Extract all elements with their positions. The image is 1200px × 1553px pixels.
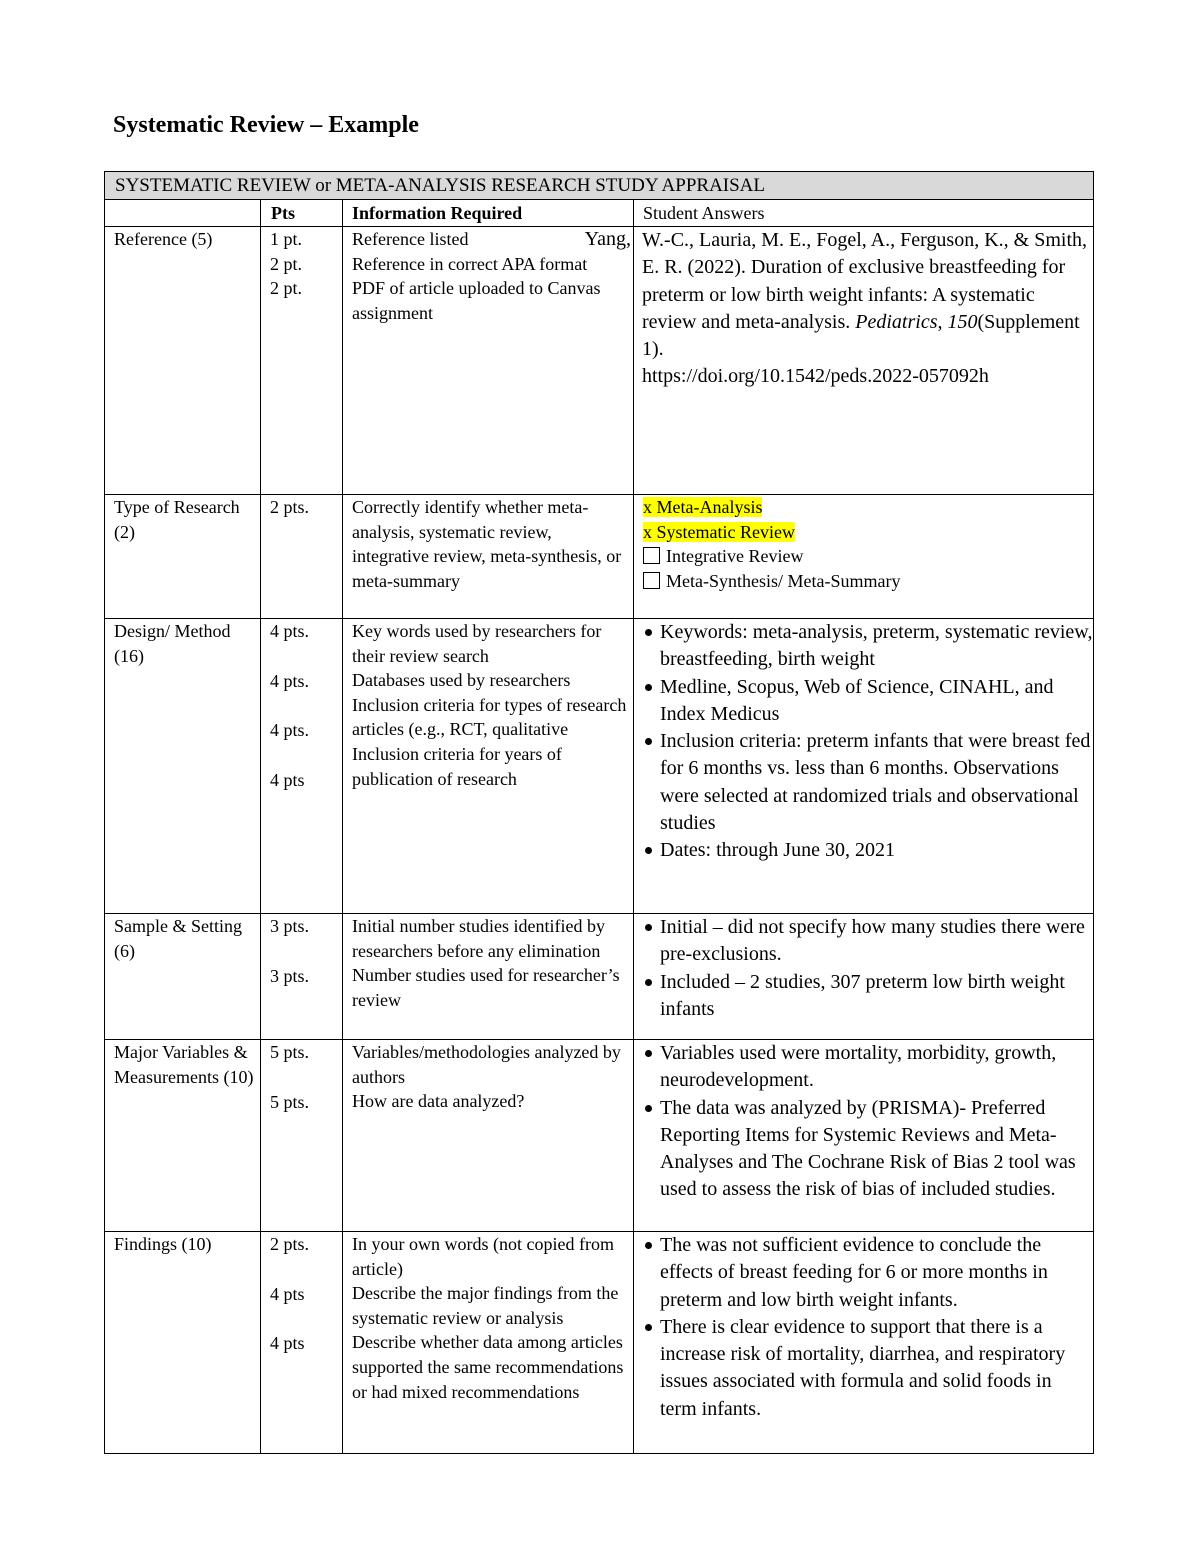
info-item: Correctly identify whether meta-analysis, systematic review, integrative review, meta-synthesis, or meta-summary bbox=[343, 495, 634, 619]
answer-cell: W.-C., Lauria, M. E., Fogel, A., Ferguson, K., & Smith, E. R. (2022). Duration of exclusive breastfeeding for preterm or low birth weight infants: A systematic review and meta-analysis. Pediatrics, 150(Supplement 1). https://doi.org/10.1542/peds.2022-057092h bbox=[634, 227, 1094, 495]
pts-value: 4 pts bbox=[270, 1333, 305, 1354]
pts-value: 5 pts. bbox=[270, 1091, 310, 1112]
pts-value: 2 pts. bbox=[261, 495, 343, 619]
info-cell bbox=[343, 227, 634, 495]
option-meta-analysis: x Meta-Analysis bbox=[643, 497, 763, 517]
pts-value: 4 pts. bbox=[270, 670, 310, 691]
reference-citation: W.-C., Lauria, M. E., Fogel, A., Ferguson, K., & Smith, E. R. (2022). Duration of exclusive breastfeeding for preterm or low birth weight infants: A systematic review and meta-analysis. bbox=[642, 229, 1087, 333]
pts-value: 4 pts bbox=[270, 1283, 305, 1304]
info-item: Reference listed bbox=[352, 229, 469, 249]
pts-value: 2 pts. bbox=[270, 1234, 310, 1254]
reference-volume: 150 bbox=[947, 310, 978, 333]
table-row-reference bbox=[105, 227, 1094, 495]
option-integrative-review: Integrative Review bbox=[666, 546, 804, 567]
info-item: Inclusion criteria for types of research articles (e.g., RCT, qualitative bbox=[352, 694, 627, 740]
list-item: Medline, Scopus, Web of Science, CINAHL, and Index Medicus bbox=[642, 674, 1093, 729]
answer-cell bbox=[634, 495, 1094, 619]
option-meta-synthesis: Meta-Synthesis/ Meta-Summary bbox=[666, 570, 901, 591]
answer-prefix: Yang, bbox=[584, 228, 631, 250]
row-label: Major Variables & Measurements (10) bbox=[105, 1040, 261, 1232]
list-item: Dates: through June 30, 2021 bbox=[642, 837, 1093, 864]
answer-cell bbox=[634, 619, 1094, 914]
row-label: Reference (5) bbox=[105, 227, 261, 495]
reference-journal: Pediatrics bbox=[855, 310, 938, 333]
info-cell bbox=[343, 914, 634, 1040]
pts-cell bbox=[261, 1232, 343, 1454]
info-item: PDF of article uploaded to Canvas assignment bbox=[352, 278, 601, 323]
header-empty bbox=[105, 200, 261, 227]
pts-cell bbox=[261, 227, 343, 495]
option-systematic-review: x Systematic Review bbox=[643, 521, 795, 542]
pts-value: 3 pts. bbox=[270, 916, 310, 936]
info-item: Reference in correct APA format bbox=[352, 253, 588, 274]
pts-value: 4 pts bbox=[270, 769, 305, 790]
pts-cell bbox=[261, 914, 343, 1040]
table-banner-row bbox=[105, 172, 1094, 200]
table-banner: SYSTEMATIC REVIEW or META-ANALYSIS RESEARCH STUDY APPRAISAL bbox=[105, 172, 1094, 200]
reference-supplement: (Supplement 1). bbox=[642, 310, 1080, 361]
header-info: Information Required bbox=[343, 200, 634, 227]
list-item: The data was analyzed by (PRISMA)- Preferred Reporting Items for Systemic Reviews and Meta- Analyses and The Cochrane Risk of Bias 2 tool was used to assess the risk of bias of included studies. bbox=[642, 1095, 1093, 1204]
pts-cell bbox=[261, 619, 343, 914]
table-row-findings bbox=[105, 1232, 1094, 1454]
pts-value: 2 pt. bbox=[270, 278, 303, 299]
table-row-design bbox=[105, 619, 1094, 914]
info-item: Number studies used for researcher’s review bbox=[352, 965, 620, 1010]
checkbox-icon[interactable] bbox=[643, 547, 660, 564]
page-title: Systematic Review – Example bbox=[113, 112, 419, 138]
info-item: In your own words (not copied from article) bbox=[352, 1234, 614, 1279]
list-item: Included – 2 studies, 307 preterm low birth weight infants bbox=[642, 969, 1093, 1024]
info-item: How are data analyzed? bbox=[352, 1091, 525, 1112]
info-cell bbox=[343, 1040, 634, 1232]
row-label: Findings (10) bbox=[105, 1232, 261, 1454]
appraisal-table bbox=[104, 171, 1094, 1454]
info-cell bbox=[343, 1232, 634, 1454]
pts-cell bbox=[261, 1040, 343, 1232]
list-item: Variables used were mortality, morbidity, growth, neurodevelopment. bbox=[642, 1040, 1093, 1095]
table-row-type bbox=[105, 495, 1094, 619]
list-item: Inclusion criteria: preterm infants that were breast fed for 6 months vs. less than 6 months. Observations were selected at randomized trials and observational studies bbox=[642, 728, 1093, 837]
pts-value: 5 pts. bbox=[270, 1042, 310, 1062]
row-label: Design/ Method (16) bbox=[105, 619, 261, 914]
list-item: The was not sufficient evidence to conclude the effects of breast feeding for 6 or more months in preterm and low birth weight infants. bbox=[642, 1232, 1093, 1314]
info-item: Variables/methodologies analyzed by authors bbox=[352, 1042, 621, 1087]
pts-value: 2 pt. bbox=[270, 253, 303, 274]
pts-value: 3 pts. bbox=[270, 965, 310, 986]
table-row-variables bbox=[105, 1040, 1094, 1232]
info-item: Databases used by researchers bbox=[352, 670, 571, 691]
info-item: Describe the major findings from the systematic review or analysis bbox=[352, 1283, 619, 1328]
info-item: Describe whether data among articles supported the same recommendations or had mixed recommendations bbox=[352, 1332, 624, 1402]
list-item: Initial – did not specify how many studies there were pre-exclusions. bbox=[642, 914, 1093, 969]
pts-value: 4 pts. bbox=[270, 720, 310, 741]
answer-cell bbox=[634, 914, 1094, 1040]
info-cell bbox=[343, 619, 634, 914]
list-item: There is clear evidence to support that there is a increase risk of mortality, diarrhea, and respiratory issues associated with formula and solid foods in term infants. bbox=[642, 1314, 1093, 1423]
answer-cell bbox=[634, 1040, 1094, 1232]
info-item: Inclusion criteria for years of publication of research bbox=[352, 743, 562, 789]
info-item: Key words used by researchers for their review search bbox=[352, 621, 602, 666]
info-item: Initial number studies identified by researchers before any elimination bbox=[352, 916, 605, 961]
row-label: Type of Research (2) bbox=[105, 495, 261, 619]
header-answers: Student Answers bbox=[634, 200, 1094, 227]
table-row-sample bbox=[105, 914, 1094, 1040]
answer-cell bbox=[634, 1232, 1094, 1454]
list-item: Keywords: meta-analysis, preterm, systematic review, breastfeeding, birth weight bbox=[642, 619, 1093, 674]
reference-doi: https://doi.org/10.1542/peds.2022-057092h bbox=[642, 365, 989, 388]
row-label: Sample & Setting (6) bbox=[105, 914, 261, 1040]
table-header-row bbox=[105, 200, 1094, 227]
pts-value: 1 pt. bbox=[270, 229, 303, 249]
pts-value: 4 pts. bbox=[270, 621, 310, 641]
header-pts: Pts bbox=[261, 200, 343, 227]
checkbox-icon[interactable] bbox=[643, 572, 660, 589]
